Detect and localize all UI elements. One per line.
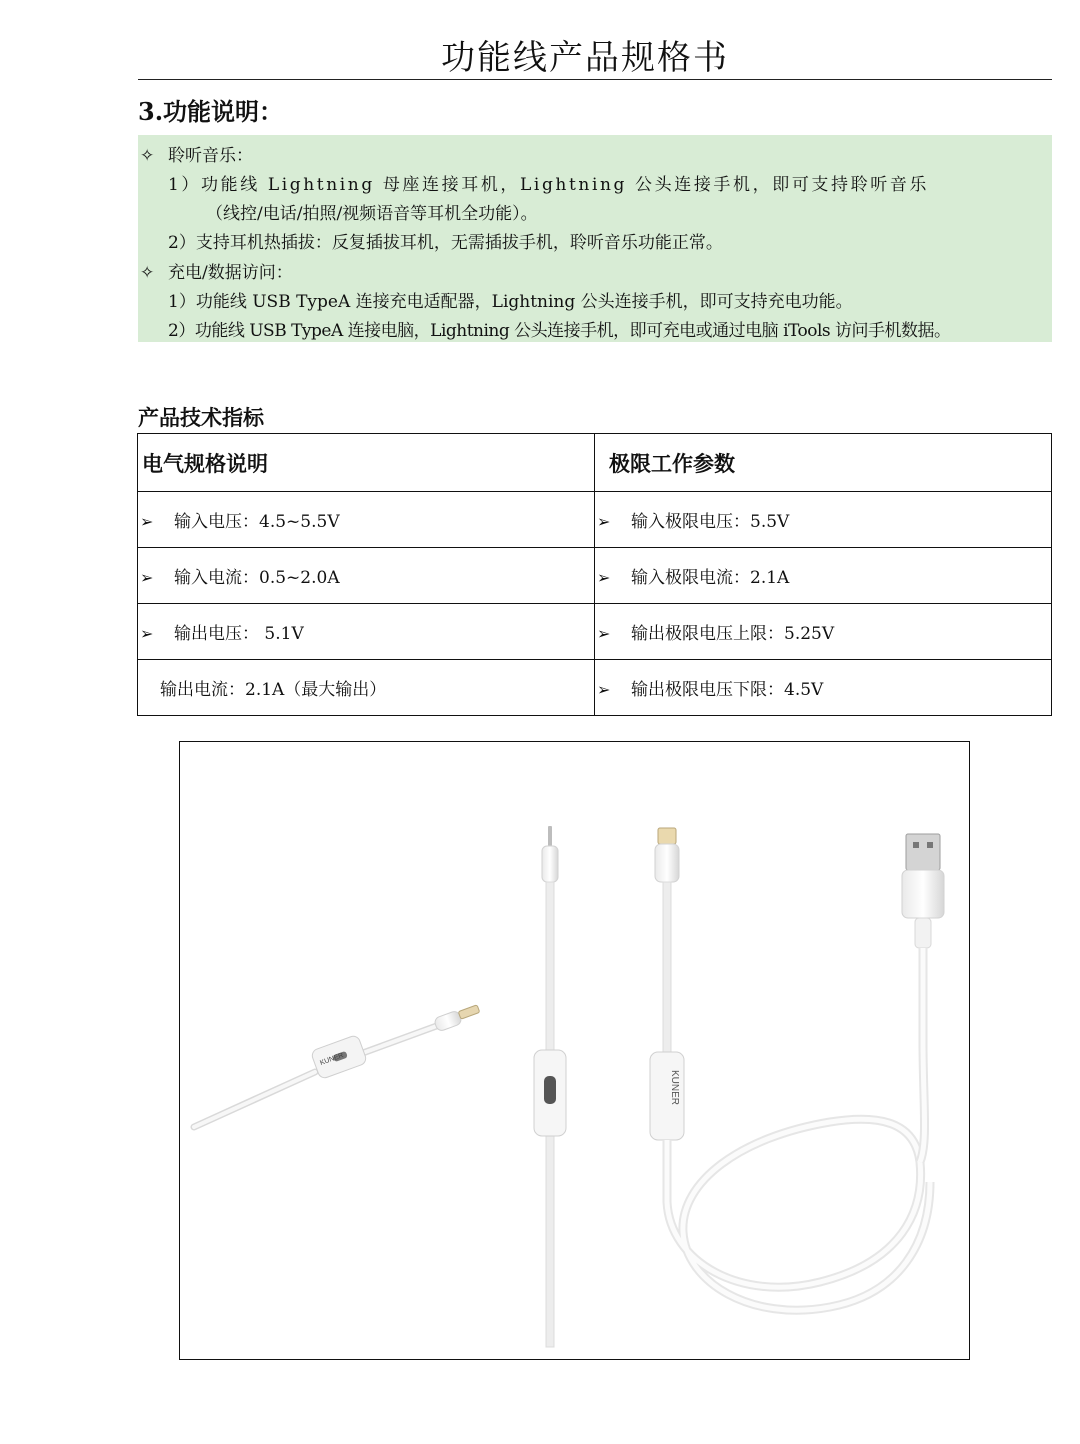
music-bullet-item	[140, 141, 253, 166]
spec-cell-text: 输出极限电压下限：4.5V	[631, 680, 824, 700]
spec-cell	[595, 492, 1052, 548]
spec-heading: 产品技术指标	[138, 405, 264, 430]
spec-cell-text: 输入电压：4.5~5.5V	[174, 512, 340, 532]
spec-cell-text: 输入极限电流：2.1A	[631, 568, 790, 588]
spec-cell-text: 输出电压： 5.1V	[174, 624, 304, 644]
spec-cell	[595, 660, 1052, 716]
diamond-bullet-icon: ✧	[140, 146, 155, 166]
spec-table	[137, 433, 1052, 716]
spec-col-right-header: 极限工作参数	[595, 434, 1052, 492]
charge-line-1: 1）功能线 USB TypeA 连接充电适配器，Lightning 公头连接手机，即可支持充电功能。	[168, 292, 853, 312]
spec-cell-text: 输入电流：0.5~2.0A	[174, 568, 340, 588]
music-line-2: 2）支持耳机热插拔：反复插拔耳机，无需插拔手机，聆听音乐功能正常。	[168, 233, 723, 253]
arrow-bullet-icon: ➢	[597, 624, 611, 643]
music-bullet-text: 聆听音乐：	[168, 146, 253, 166]
spec-cell	[138, 492, 595, 548]
arrow-bullet-icon: ➢	[597, 512, 611, 531]
page-title: 功能线产品规格书	[441, 38, 729, 78]
table-row	[138, 604, 1052, 660]
cable-illustration	[180, 742, 969, 1359]
spec-cell	[138, 660, 595, 716]
spec-cell	[138, 604, 595, 660]
music-line-1: 1）功能线 Lightning 母座连接耳机，Lightning 公头连接手机，即可支持聆听音乐	[168, 175, 930, 195]
charge-line-2: 2）功能线 USB TypeA 连接电脑，Lightning 公头连接手机，即可充电或通过电脑 iTools 访问手机数据。	[168, 321, 951, 341]
vertical-brand-label: KUNER	[669, 1070, 680, 1106]
product-photo	[179, 741, 970, 1360]
arrow-bullet-icon: ➢	[597, 680, 611, 699]
feature-description-box	[138, 135, 1052, 342]
charge-bullet-item	[140, 258, 293, 283]
angled-cable-view	[194, 1005, 480, 1127]
spec-header-row	[138, 434, 1052, 492]
usb-cable-view	[902, 834, 944, 1162]
charge-bullet-text: 充电/数据访问：	[168, 263, 293, 283]
spec-cell	[595, 548, 1052, 604]
spec-cell	[595, 604, 1052, 660]
section-heading: 3.功能说明：	[138, 97, 284, 126]
spec-cell	[138, 548, 595, 604]
arrow-bullet-icon: ➢	[140, 512, 154, 531]
spec-cell-text: 输入极限电压：5.5V	[631, 512, 790, 532]
earphone-cable-view	[534, 826, 566, 1347]
table-row	[138, 548, 1052, 604]
table-row	[138, 660, 1052, 716]
spec-cell-text: 输出极限电压上限：5.25V	[631, 624, 835, 644]
diamond-bullet-icon: ✧	[140, 263, 155, 283]
arrow-bullet-icon: ➢	[140, 568, 154, 587]
arrow-bullet-icon: ➢	[140, 624, 154, 643]
arrow-bullet-icon: ➢	[597, 568, 611, 587]
spec-cell-text: 输出电流：2.1A（最大输出）	[160, 680, 387, 700]
music-line-1b: （线控/电话/拍照/视频语音等耳机全功能）。	[206, 204, 538, 224]
title-divider	[138, 79, 1052, 80]
angled-brand-label: KUNER	[319, 1052, 345, 1068]
lightning-cable-view	[650, 828, 930, 1310]
spec-col-left-header: 电气规格说明	[138, 434, 595, 492]
table-row	[138, 492, 1052, 548]
